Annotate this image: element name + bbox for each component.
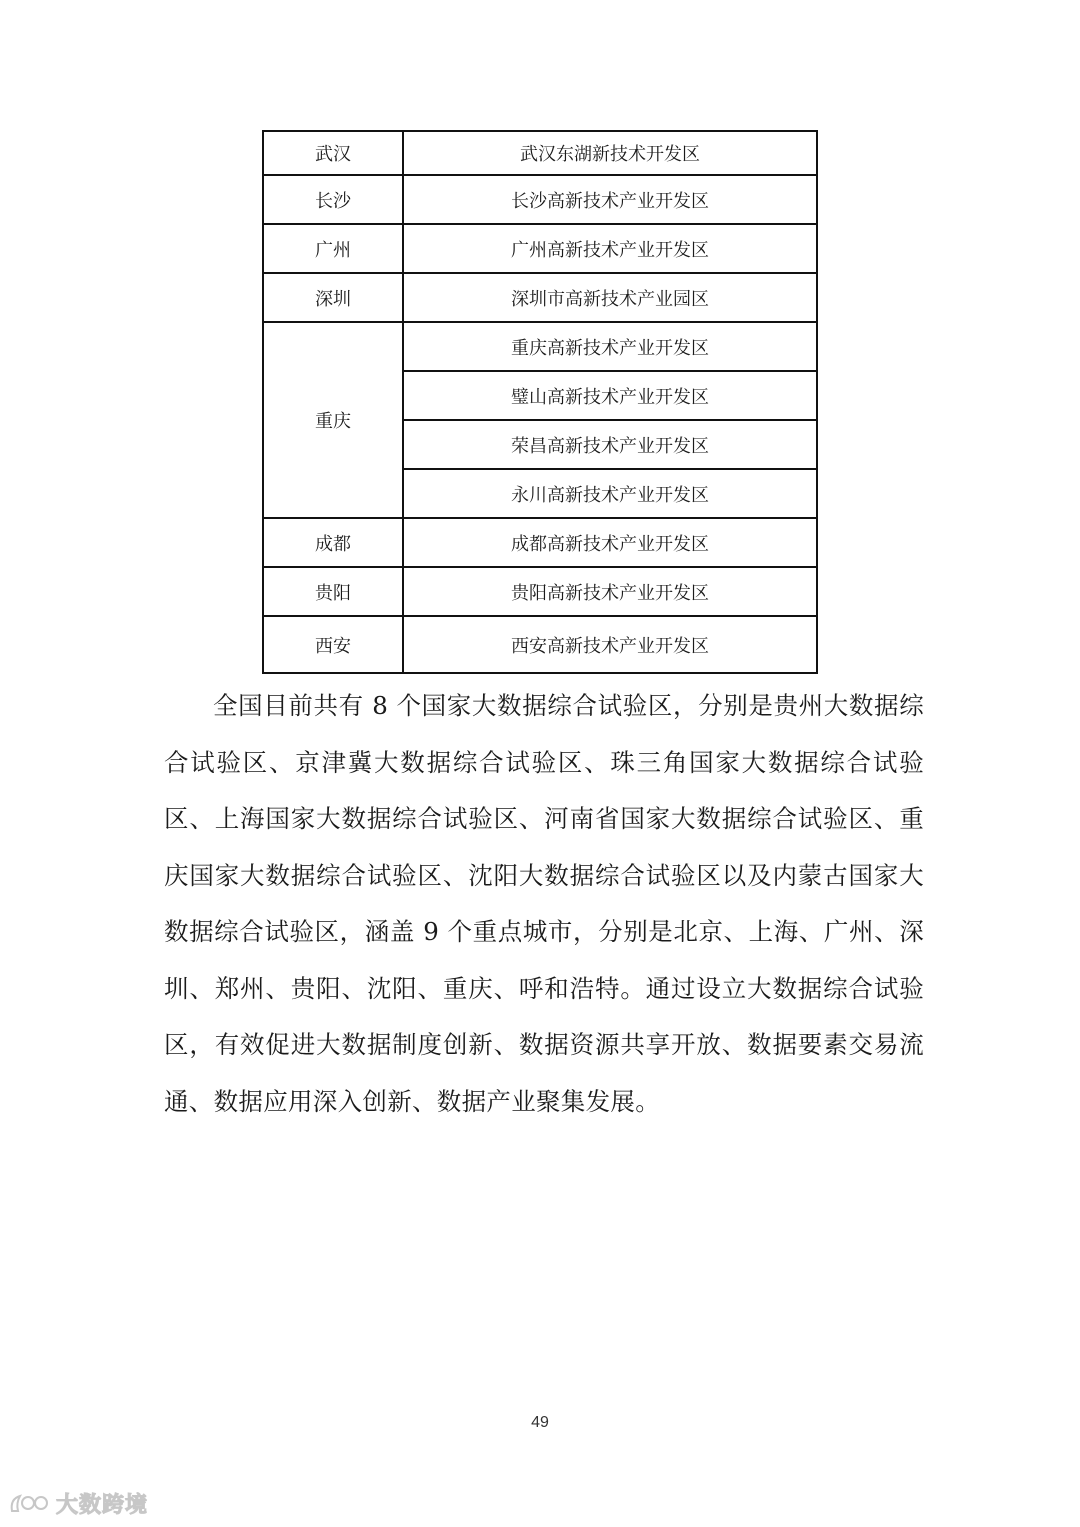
zone-cell: 重庆高新技术产业开发区: [403, 322, 817, 371]
hi-tech-zones-table: [262, 130, 818, 674]
zone-cell: 贵阳高新技术产业开发区: [403, 567, 817, 616]
watermark: [8, 1488, 148, 1519]
zone-cell: 深圳市高新技术产业园区: [403, 273, 817, 322]
watermark-text: 大数跨境: [56, 1493, 149, 1518]
table-row: [263, 224, 817, 273]
table-row: [263, 518, 817, 567]
city-cell: 成都: [263, 518, 403, 567]
zone-cell: 璧山高新技术产业开发区: [403, 371, 817, 420]
city-cell: 贵阳: [263, 567, 403, 616]
city-cell: 武汉: [263, 131, 403, 175]
zone-cell: 成都高新技术产业开发区: [403, 518, 817, 567]
table-row: [263, 322, 817, 371]
zone-cell: 永川高新技术产业开发区: [403, 469, 817, 518]
page-number: 49: [531, 1414, 549, 1431]
table-row: [263, 567, 817, 616]
table-row: [263, 616, 817, 673]
zone-cell: 荣昌高新技术产业开发区: [403, 420, 817, 469]
zone-cell: 广州高新技术产业开发区: [403, 224, 817, 273]
zone-cell: 西安高新技术产业开发区: [403, 616, 817, 673]
city-cell: 重庆: [263, 322, 403, 518]
zone-cell: 长沙高新技术产业开发区: [403, 175, 817, 224]
city-cell: 西安: [263, 616, 403, 673]
city-cell: 深圳: [263, 273, 403, 322]
city-cell: 广州: [263, 224, 403, 273]
body-paragraph: 全国目前共有 8 个国家大数据综合试验区，分别是贵州大数据综合试验区、京津冀大数据综合试验区、珠三角国家大数据综合试验区、上海国家大数据综合试验区、河南省国家大数据综合试验区、重庆国家大数据综合试验区、沈阳大数据综合试验区以及内蒙古国家大数据综合试验区，涵盖 9 个重点城市，分别是北京、上海、广州、深圳、郑州、贵阳、沈阳、重庆、呼和浩特。通过设立大数据综合试验区，有效促进大数据制度创新、数据资源共享开放、数据要素交易流通、数据应用深入创新、数据产业聚集发展。: [164, 691, 924, 1116]
brand-logo-icon: [8, 1491, 52, 1517]
table-row: [263, 131, 817, 175]
table-row: [263, 273, 817, 322]
city-cell: 长沙: [263, 175, 403, 224]
table-body: [263, 131, 817, 673]
table-row: [263, 175, 817, 224]
zone-cell: 武汉东湖新技术开发区: [403, 131, 817, 175]
